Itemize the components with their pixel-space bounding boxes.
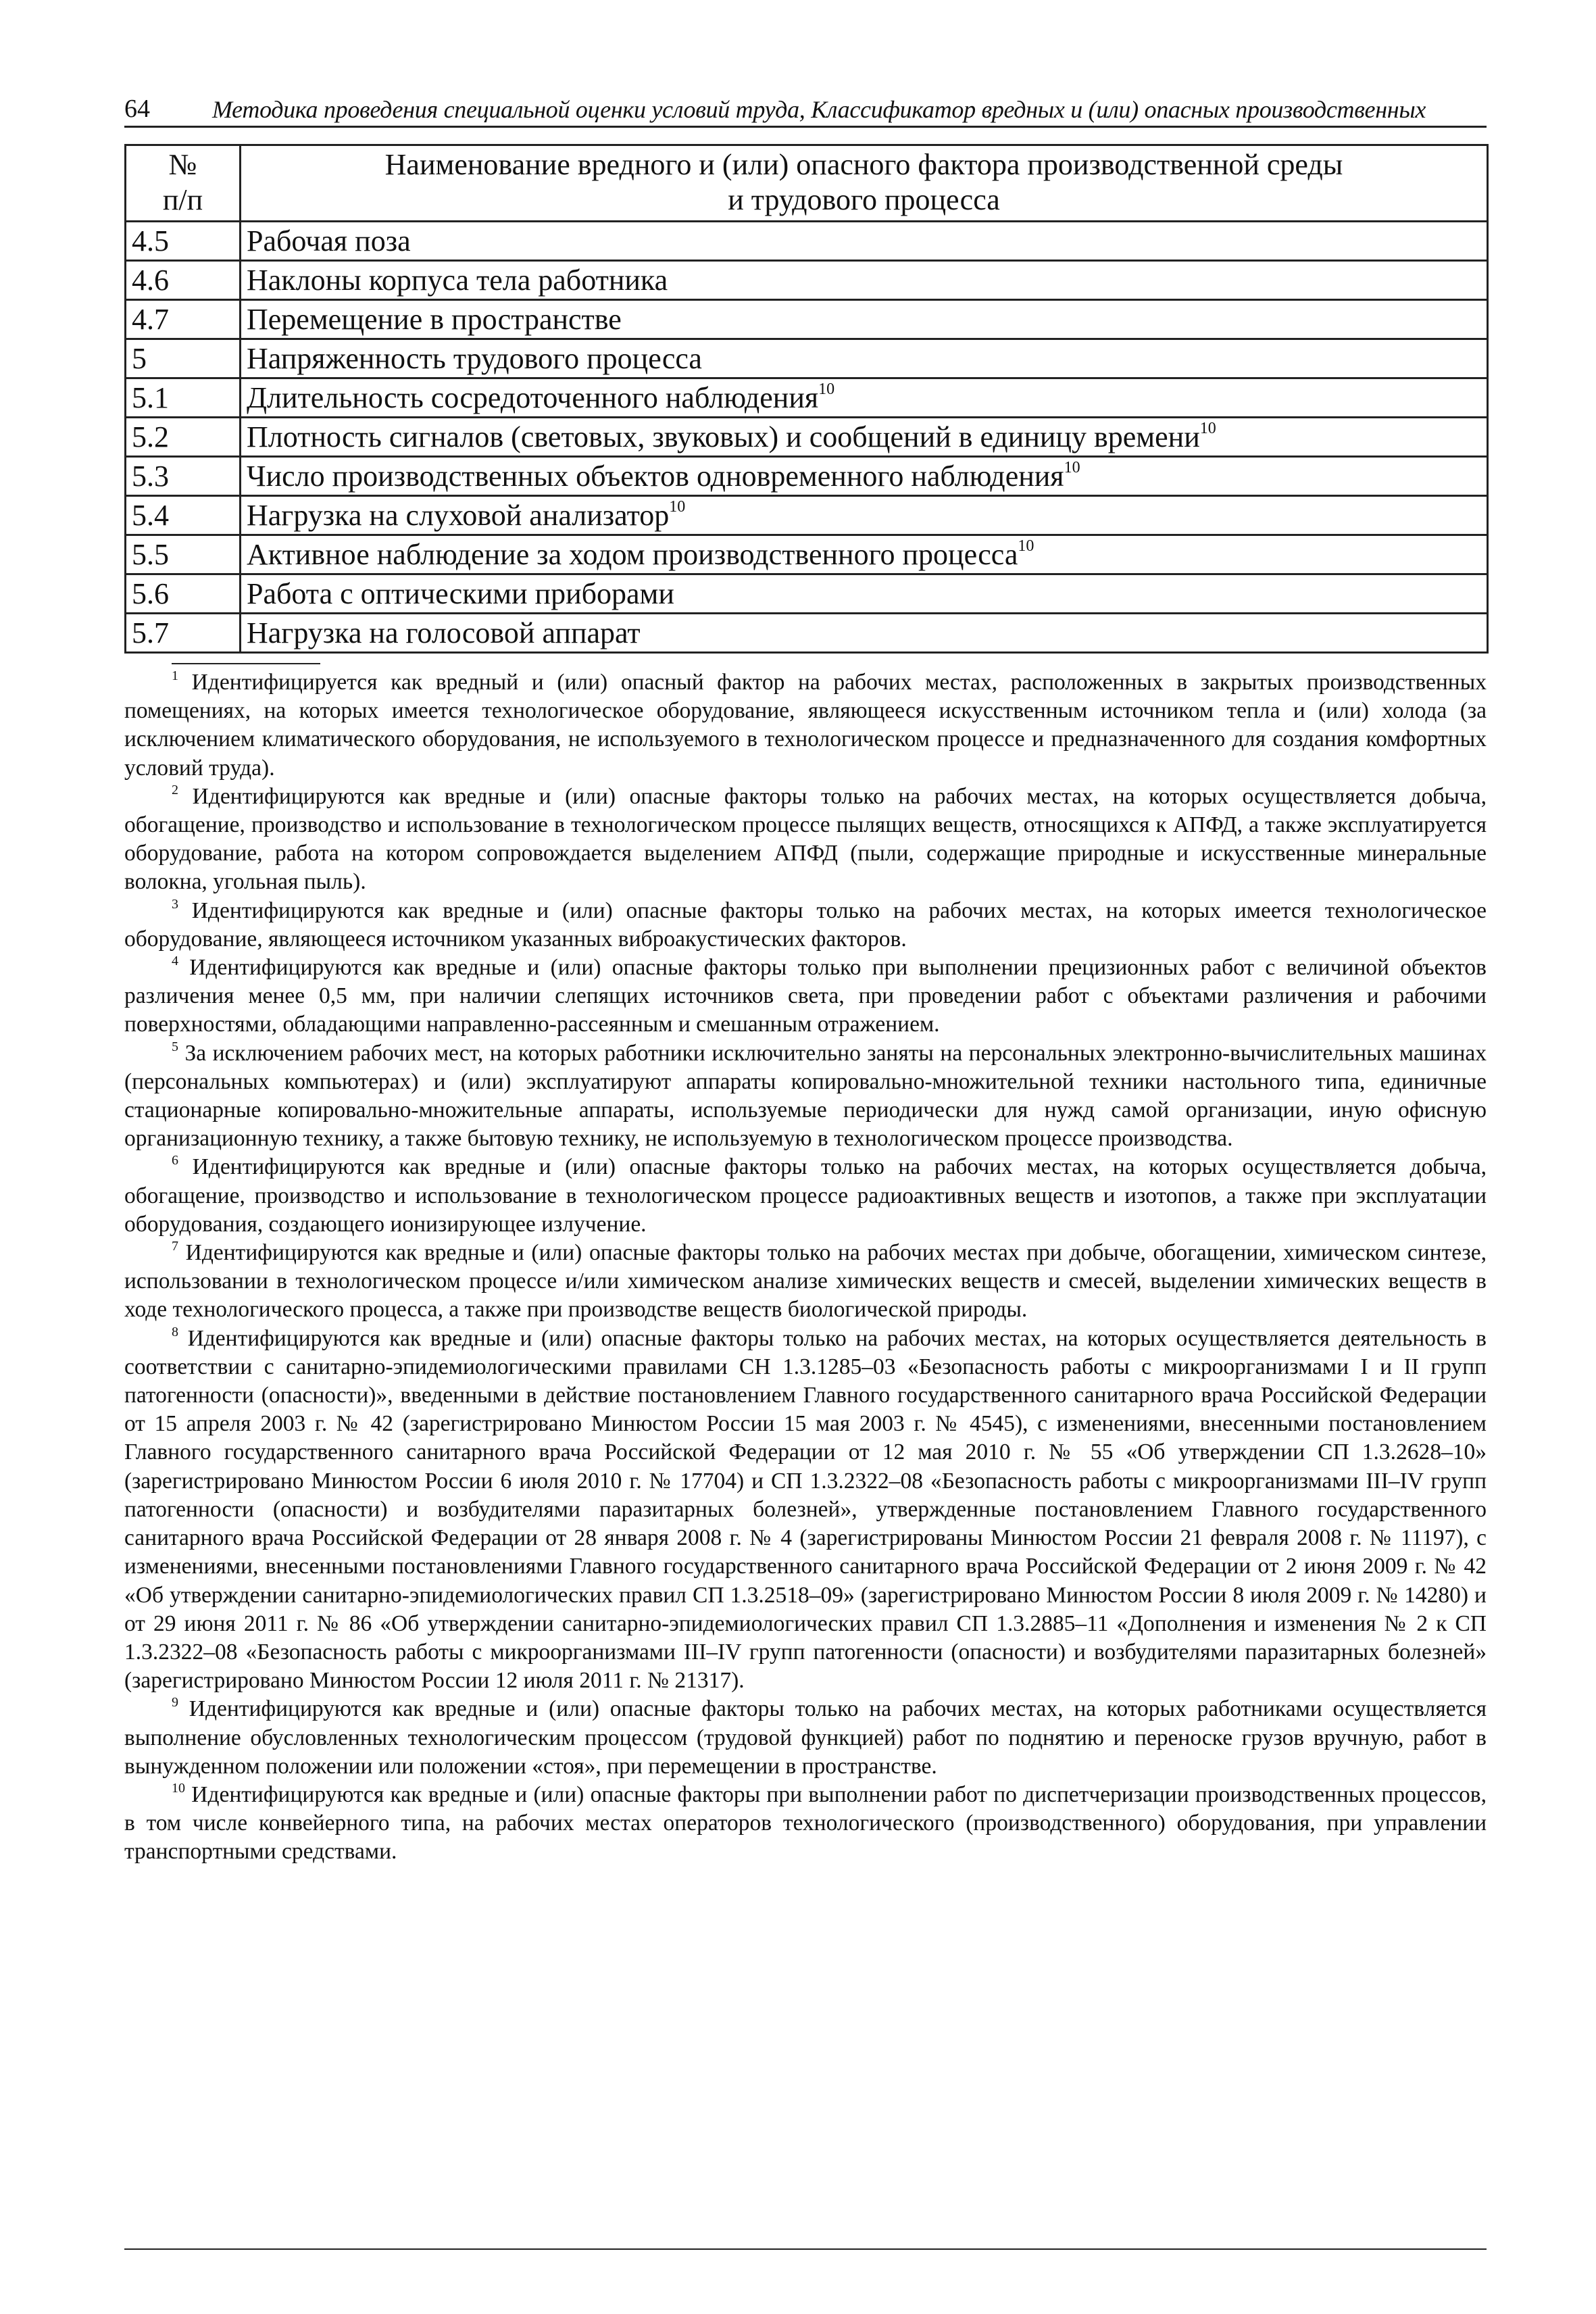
footnote-5 — [124, 1039, 1487, 1154]
table-row — [126, 535, 1488, 574]
row-name — [241, 378, 1488, 418]
column-header-number-line1: № — [168, 148, 197, 181]
footnote-6 — [124, 1153, 1487, 1239]
table-row — [126, 261, 1488, 300]
table-row — [126, 614, 1488, 653]
table-row — [126, 222, 1488, 261]
footnote-mark: 3 — [172, 896, 178, 912]
row-name — [241, 535, 1488, 574]
footnote-ref: 10 — [1064, 459, 1080, 476]
footnote-text: Идентифицируются как вредные и (или) опасные факторы только на рабочих местах, на которых работниками осуществляется выполнение обусловленных технологическим процессом (трудовой функцией) работ по поднятию и переноске грузов вручную, работ в вынужденном положении или положении «стоя», при перемещении в пространстве. — [124, 1696, 1487, 1779]
factors-table — [124, 144, 1489, 654]
table-row — [126, 378, 1488, 418]
factor-name: Нагрузка на слуховой анализатор — [247, 499, 670, 532]
row-name — [241, 339, 1488, 378]
factor-name: Рабочая поза — [247, 224, 411, 257]
row-name — [241, 418, 1488, 457]
column-header-name-line2: и трудового процесса — [728, 183, 1000, 216]
table-header-row — [126, 145, 1488, 222]
footnotes — [124, 668, 1487, 1867]
footnote-9 — [124, 1695, 1487, 1781]
factor-name: Активное наблюдение за ходом производственного процесса — [247, 538, 1018, 571]
row-name — [241, 457, 1488, 496]
footnote-mark: 5 — [172, 1039, 178, 1054]
footnote-mark: 10 — [172, 1780, 185, 1796]
factor-name: Число производственных объектов одновременного наблюдения — [247, 460, 1064, 493]
table-row — [126, 418, 1488, 457]
footnote-mark: 4 — [172, 954, 178, 969]
factor-name: Наклоны корпуса тела работника — [247, 264, 668, 297]
page-number: 64 — [124, 95, 150, 123]
row-number: 5.7 — [126, 614, 241, 653]
footnote-mark: 2 — [172, 782, 178, 797]
row-number: 5.5 — [126, 535, 241, 574]
footnote-separator — [172, 663, 320, 664]
row-number: 4.6 — [126, 261, 241, 300]
running-header — [124, 87, 1487, 128]
column-header-name-line1: Наименование вредного и (или) опасного фактора производственной среды — [384, 148, 1343, 181]
column-header-number — [126, 145, 241, 222]
factor-name: Длительность сосредоточенного наблюдения — [247, 381, 819, 414]
footnote-text: За исключением рабочих мест, на которых работники исключительно заняты на персональных электронно-вычислительных машинах (персональных компьютерах) и (или) эксплуатируют аппараты копировально-множительной техники настольного типа, единичные стационарные копировально-множительные аппараты, используемые периодически для нужд самой организации, иную офисную организационную технику, а также бытовую технику, не используемую в технологическом процессе производства. — [124, 1040, 1487, 1152]
footnote-8 — [124, 1325, 1487, 1696]
factor-name: Нагрузка на голосовой аппарат — [247, 616, 641, 649]
row-number: 5.6 — [126, 574, 241, 614]
bottom-rule — [124, 2248, 1487, 2250]
footnote-7 — [124, 1239, 1487, 1325]
footnote-ref: 10 — [818, 380, 835, 398]
footnote-ref: 10 — [1018, 537, 1034, 555]
row-name — [241, 574, 1488, 614]
row-name — [241, 614, 1488, 653]
table-row — [126, 496, 1488, 535]
row-number: 5.4 — [126, 496, 241, 535]
table-row — [126, 457, 1488, 496]
row-name — [241, 300, 1488, 339]
footnote-2 — [124, 783, 1487, 897]
document-page — [124, 87, 1487, 1867]
row-number: 4.7 — [126, 300, 241, 339]
footnote-text: Идентифицируются как вредные и (или) опасные факторы только на рабочих местах, на которых осуществляется деятельность в соответствии с санитарно-эпидемиологическими правилами СН 1.3.1285–03 «Безопасность работы с микроорганизмами I и II групп патогенности (опасности)», введенными в действие постановлением Главного государственного санитарного врача Российской Федерации от 15 апреля 2003 г. № 42 (зарегистрировано Минюстом России 15 мая 2003 г. № 4545), с изменениями, внесенными постановлением Главного государственного санитарного врача Российской Федерации от 12 мая 2010 г. № 55 «Об утверждении СП 1.3.2628–10» (зарегистрировано Минюстом России 6 июля 2010 г. № 17704) и СП 1.3.2322–08 «Безопасность работы с микроорганизмами III–IV групп патогенности (опасности) и возбудителями паразитарных болезней», утвержденные постановлением Главного государственного санитарного врача Российской Федерации от 28 января 2008 г. № 4 (зарегистрированы Минюстом России 21 февраля 2008 г. № 11197), с изменениями, внесенными постановлениями Главного государственного санитарного врача Российской Федерации от 2 июня 2009 г. № 42 «Об утверждении санитарно-эпидемиологических правил СП 1.3.2518–09» (зарегистрировано Минюстом России 8 июля 2009 г. № 14280) и от 29 июня 2011 г. № 86 «Об утверждении санитарно-эпидемиологических правил СП 1.3.2885–11 «Дополнения и изменения № 2 к СП 1.3.2322–08 «Безопасность работы с микроорганизмами III–IV групп патогенности (опасности) и возбудителями паразитарных болезней» (зарегистрировано Минюстом России 12 июля 2011 г. № 21317). — [124, 1325, 1487, 1694]
footnote-mark: 9 — [172, 1695, 178, 1710]
row-number: 5.1 — [126, 378, 241, 418]
footnote-mark: 1 — [172, 668, 178, 683]
footnote-text: Идентифицируются как вредные и (или) опасные факторы только на рабочих местах, на которых осуществляется добыча, обогащение, производство и использование в технологическом процессе пылящих веществ, относящихся к АПФД, а также эксплуатируется оборудование, работа на котором сопровождается выделением АПФД (пыли, содержащие природные и искусственные минеральные волокна, угольная пыль). — [124, 783, 1487, 895]
table-row — [126, 574, 1488, 614]
footnote-text: Идентифицируются как вредные и (или) опасные факторы только на рабочих местах, на которых осуществляется добыча, обогащение, производство и использование в технологическом процессе радиоактивных веществ и изотопов, а также при эксплуатации оборудования, создающего ионизирующее излучение. — [124, 1154, 1487, 1237]
factor-name: Напряженность трудового процесса — [247, 342, 702, 375]
table-row — [126, 339, 1488, 378]
footnote-mark: 7 — [172, 1239, 178, 1254]
footnote-text: Идентифицируются как вредные и (или) опасные факторы только при выполнении прецизионных работ с величиной объектов различения менее 0,5 мм, при наличии слепящих источников света, при проведении работ с объектами различения и рабочими поверхностями, обладающими направленно-рассеянным и смешанным отражением. — [124, 955, 1487, 1037]
footnote-4 — [124, 954, 1487, 1039]
factor-name: Плотность сигналов (световых, звуковых) и сообщений в единицу времени — [247, 420, 1200, 453]
running-header-title: Методика проведения специальной оценки условий труда, Классификатор вредных и (или) опасных производственных — [212, 96, 1426, 123]
factor-name: Работа с оптическими приборами — [247, 577, 674, 610]
row-name — [241, 261, 1488, 300]
footnote-ref: 10 — [1199, 420, 1216, 437]
footnote-text: Идентифицируются как вредные и (или) опасные факторы при выполнении работ по диспетчеризации производственных процессов, в том числе конвейерного типа, на рабочих местах операторов технологического (производственного) оборудования, при управлении транспортными средствами. — [124, 1781, 1487, 1865]
footnote-text: Идентифицируются как вредные и (или) опасные факторы только на рабочих местах при добыче, обогащении, химическом синтезе, использовании в технологическом процессе и/или химическом анализе химических веществ и смесей, выделении химических веществ в ходе технологического процесса, а также при производстве веществ биологической природы. — [124, 1240, 1487, 1323]
row-number: 5 — [126, 339, 241, 378]
column-header-number-line2: п/п — [162, 183, 203, 216]
row-name — [241, 222, 1488, 261]
row-name — [241, 496, 1488, 535]
footnote-mark: 8 — [172, 1324, 178, 1339]
row-number: 5.3 — [126, 457, 241, 496]
row-number: 4.5 — [126, 222, 241, 261]
footnote-3 — [124, 897, 1487, 954]
column-header-name — [241, 145, 1488, 222]
footnote-text: Идентифицируется как вредный и (или) опасный фактор на рабочих местах, расположенных в закрытых производственных помещениях, на которых имеется технологическое оборудование, являющееся искусственным источником тепла и (или) холода (за исключением климатического оборудования, не используемого в технологическом процессе и предназначенного для создания комфортных условий труда). — [124, 670, 1487, 781]
row-number: 5.2 — [126, 418, 241, 457]
footnote-1 — [124, 668, 1487, 783]
factor-name: Перемещение в пространстве — [247, 303, 622, 336]
footnote-10 — [124, 1781, 1487, 1867]
table-row — [126, 300, 1488, 339]
footnote-text: Идентифицируются как вредные и (или) опасные факторы только на рабочих местах, на которых имеется технологическое оборудование, являющееся источником указанных виброакустических факторов. — [124, 897, 1487, 952]
footnote-mark: 6 — [172, 1153, 178, 1168]
footnote-ref: 10 — [669, 498, 686, 516]
